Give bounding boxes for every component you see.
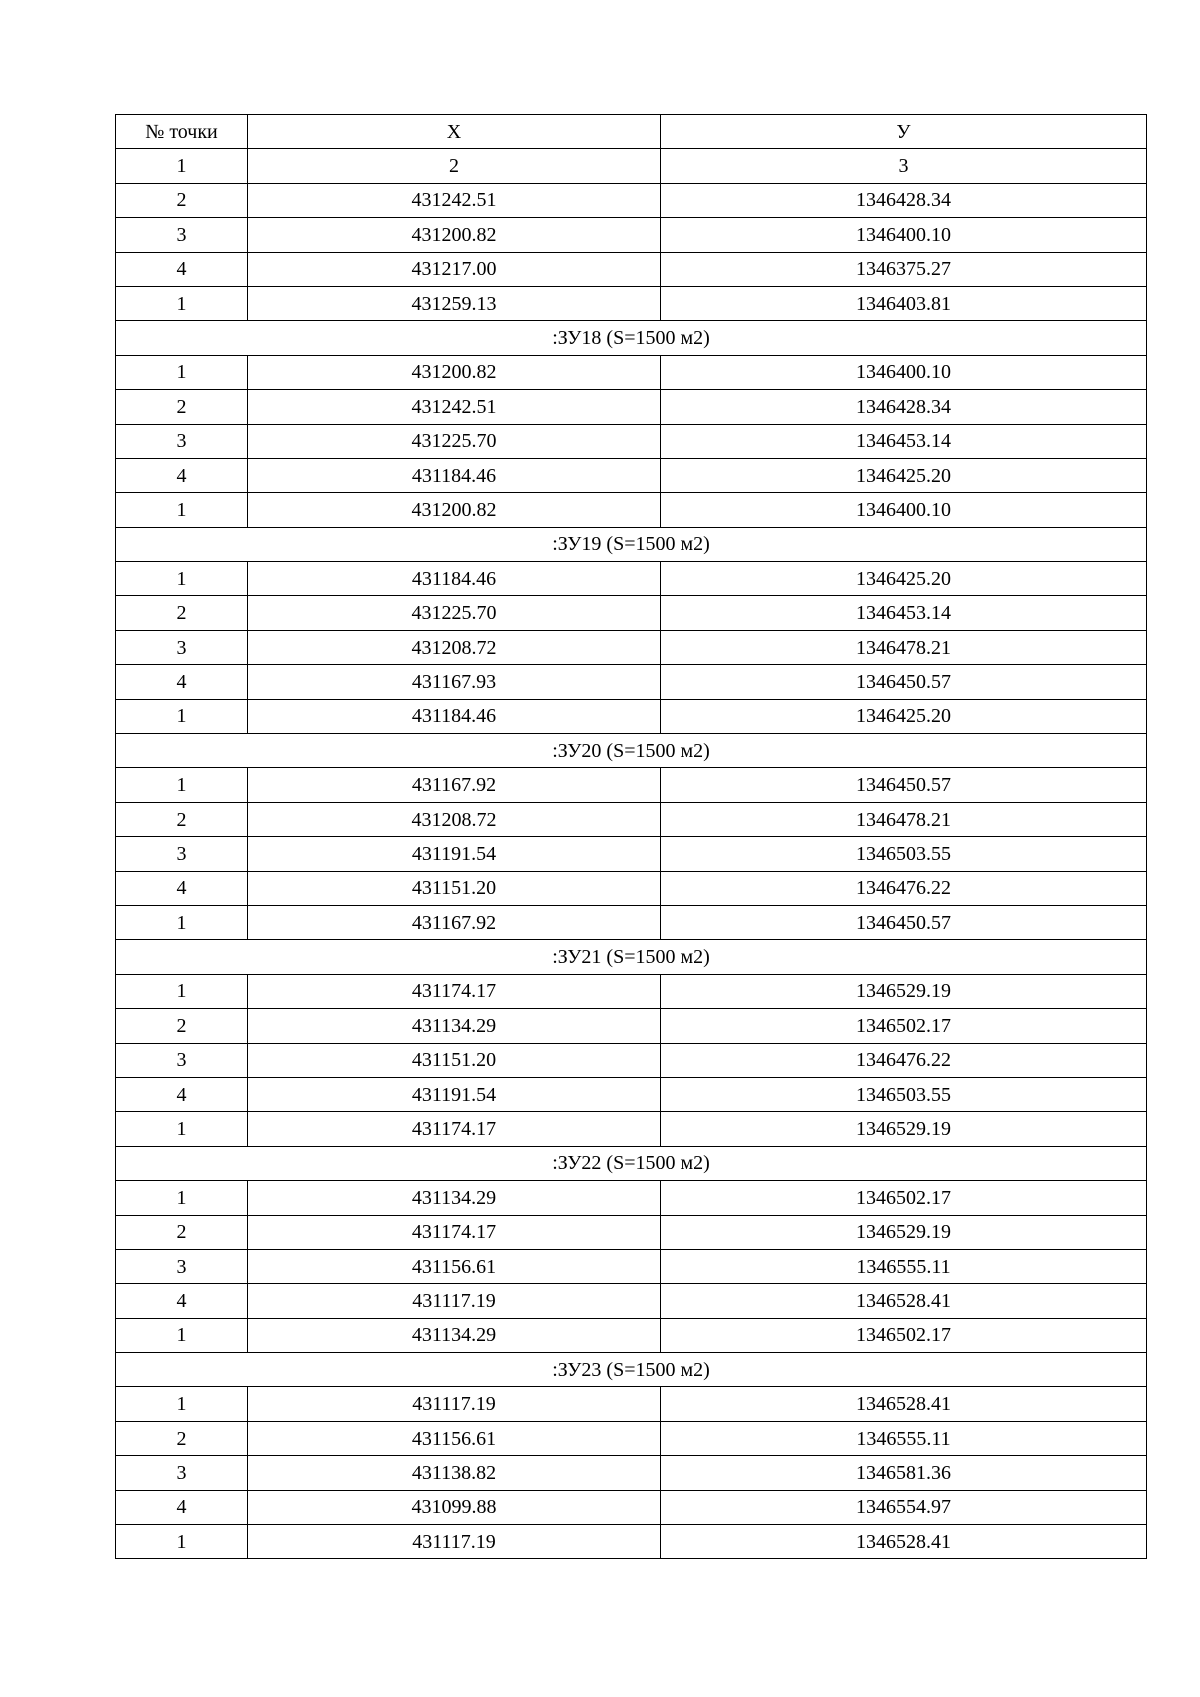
y-coordinate-cell: 1346425.20	[661, 699, 1147, 733]
section-header-row	[116, 527, 1147, 561]
table-row	[116, 665, 1147, 699]
point-number-cell: 4	[116, 665, 248, 699]
section-title: :ЗУ21 (S=1500 м2)	[116, 940, 1147, 974]
table-row	[116, 837, 1147, 871]
header-y: У	[661, 115, 1147, 149]
x-coordinate-cell: 431167.93	[248, 665, 661, 699]
point-number-cell: 3	[116, 630, 248, 664]
y-coordinate-cell: 1346375.27	[661, 252, 1147, 286]
header-row	[116, 115, 1147, 149]
section-header-row	[116, 1146, 1147, 1180]
table-row	[116, 390, 1147, 424]
table-header	[116, 115, 1147, 184]
x-coordinate-cell: 431200.82	[248, 218, 661, 252]
x-coordinate-cell: 431191.54	[248, 1077, 661, 1111]
y-coordinate-cell: 1346528.41	[661, 1525, 1147, 1559]
point-number-cell: 2	[116, 1009, 248, 1043]
section-header-row	[116, 1353, 1147, 1387]
table-row	[116, 905, 1147, 939]
table-row	[116, 252, 1147, 286]
point-number-cell: 4	[116, 458, 248, 492]
column-number: 3	[661, 149, 1147, 183]
point-number-cell: 1	[116, 768, 248, 802]
x-coordinate-cell: 431259.13	[248, 286, 661, 320]
section-title: :ЗУ19 (S=1500 м2)	[116, 527, 1147, 561]
x-coordinate-cell: 431134.29	[248, 1009, 661, 1043]
x-coordinate-cell: 431138.82	[248, 1456, 661, 1490]
point-number-cell: 3	[116, 424, 248, 458]
x-coordinate-cell: 431208.72	[248, 630, 661, 664]
point-number-cell: 4	[116, 1077, 248, 1111]
point-number-cell: 2	[116, 183, 248, 217]
y-coordinate-cell: 1346450.57	[661, 905, 1147, 939]
table-row	[116, 1421, 1147, 1455]
table-row	[116, 630, 1147, 664]
point-number-cell: 2	[116, 390, 248, 424]
y-coordinate-cell: 1346450.57	[661, 665, 1147, 699]
y-coordinate-cell: 1346453.14	[661, 596, 1147, 630]
x-coordinate-cell: 431242.51	[248, 390, 661, 424]
point-number-cell: 3	[116, 1456, 248, 1490]
x-coordinate-cell: 431151.20	[248, 1043, 661, 1077]
point-number-cell: 1	[116, 974, 248, 1008]
table-row	[116, 1009, 1147, 1043]
x-coordinate-cell: 431167.92	[248, 905, 661, 939]
header-point-number: № точки	[116, 115, 248, 149]
x-coordinate-cell: 431174.17	[248, 1112, 661, 1146]
table-row	[116, 768, 1147, 802]
table-row	[116, 1456, 1147, 1490]
section-header-row	[116, 321, 1147, 355]
section-header-row	[116, 734, 1147, 768]
point-number-cell: 2	[116, 596, 248, 630]
header-x: Х	[248, 115, 661, 149]
table-row	[116, 218, 1147, 252]
point-number-cell: 1	[116, 1525, 248, 1559]
point-number-cell: 1	[116, 1387, 248, 1421]
point-number-cell: 3	[116, 1043, 248, 1077]
point-number-cell: 2	[116, 802, 248, 836]
point-number-cell: 4	[116, 252, 248, 286]
x-coordinate-cell: 431099.88	[248, 1490, 661, 1524]
x-coordinate-cell: 431184.46	[248, 562, 661, 596]
table-row	[116, 974, 1147, 1008]
x-coordinate-cell: 431225.70	[248, 424, 661, 458]
x-coordinate-cell: 431156.61	[248, 1249, 661, 1283]
y-coordinate-cell: 1346478.21	[661, 630, 1147, 664]
y-coordinate-cell: 1346453.14	[661, 424, 1147, 458]
column-numbering-row	[116, 149, 1147, 183]
y-coordinate-cell: 1346503.55	[661, 1077, 1147, 1111]
x-coordinate-cell: 431200.82	[248, 355, 661, 389]
point-number-cell: 1	[116, 1181, 248, 1215]
y-coordinate-cell: 1346529.19	[661, 1215, 1147, 1249]
x-coordinate-cell: 431200.82	[248, 493, 661, 527]
y-coordinate-cell: 1346528.41	[661, 1387, 1147, 1421]
section-title: :ЗУ18 (S=1500 м2)	[116, 321, 1147, 355]
table-row	[116, 1112, 1147, 1146]
section-title: :ЗУ20 (S=1500 м2)	[116, 734, 1147, 768]
point-number-cell: 1	[116, 286, 248, 320]
column-number: 1	[116, 149, 248, 183]
y-coordinate-cell: 1346450.57	[661, 768, 1147, 802]
y-coordinate-cell: 1346529.19	[661, 1112, 1147, 1146]
y-coordinate-cell: 1346503.55	[661, 837, 1147, 871]
table-row	[116, 1077, 1147, 1111]
y-coordinate-cell: 1346528.41	[661, 1284, 1147, 1318]
y-coordinate-cell: 1346428.34	[661, 390, 1147, 424]
point-number-cell: 3	[116, 837, 248, 871]
x-coordinate-cell: 431174.17	[248, 974, 661, 1008]
point-number-cell: 1	[116, 493, 248, 527]
x-coordinate-cell: 431242.51	[248, 183, 661, 217]
point-number-cell: 2	[116, 1421, 248, 1455]
y-coordinate-cell: 1346529.19	[661, 974, 1147, 1008]
point-number-cell: 4	[116, 1490, 248, 1524]
point-number-cell: 1	[116, 1318, 248, 1352]
y-coordinate-cell: 1346476.22	[661, 871, 1147, 905]
y-coordinate-cell: 1346554.97	[661, 1490, 1147, 1524]
x-coordinate-cell: 431117.19	[248, 1284, 661, 1318]
column-number: 2	[248, 149, 661, 183]
x-coordinate-cell: 431167.92	[248, 768, 661, 802]
table-row	[116, 596, 1147, 630]
point-number-cell: 3	[116, 1249, 248, 1283]
x-coordinate-cell: 431184.46	[248, 458, 661, 492]
point-number-cell: 1	[116, 905, 248, 939]
x-coordinate-cell: 431117.19	[248, 1387, 661, 1421]
table-row	[116, 699, 1147, 733]
y-coordinate-cell: 1346425.20	[661, 562, 1147, 596]
x-coordinate-cell: 431208.72	[248, 802, 661, 836]
y-coordinate-cell: 1346403.81	[661, 286, 1147, 320]
x-coordinate-cell: 431225.70	[248, 596, 661, 630]
y-coordinate-cell: 1346400.10	[661, 355, 1147, 389]
point-number-cell: 1	[116, 1112, 248, 1146]
section-title: :ЗУ23 (S=1500 м2)	[116, 1353, 1147, 1387]
x-coordinate-cell: 431184.46	[248, 699, 661, 733]
coordinates-table	[115, 114, 1147, 1559]
y-coordinate-cell: 1346581.36	[661, 1456, 1147, 1490]
table-row	[116, 493, 1147, 527]
table-row	[116, 1043, 1147, 1077]
y-coordinate-cell: 1346476.22	[661, 1043, 1147, 1077]
point-number-cell: 2	[116, 1215, 248, 1249]
x-coordinate-cell: 431174.17	[248, 1215, 661, 1249]
point-number-cell: 3	[116, 218, 248, 252]
table-row	[116, 1215, 1147, 1249]
table-row	[116, 355, 1147, 389]
point-number-cell: 1	[116, 355, 248, 389]
x-coordinate-cell: 431134.29	[248, 1181, 661, 1215]
x-coordinate-cell: 431191.54	[248, 837, 661, 871]
point-number-cell: 1	[116, 699, 248, 733]
y-coordinate-cell: 1346428.34	[661, 183, 1147, 217]
table-row	[116, 424, 1147, 458]
y-coordinate-cell: 1346502.17	[661, 1009, 1147, 1043]
x-coordinate-cell: 431156.61	[248, 1421, 661, 1455]
table-row	[116, 562, 1147, 596]
table-row	[116, 458, 1147, 492]
y-coordinate-cell: 1346400.10	[661, 218, 1147, 252]
section-title: :ЗУ22 (S=1500 м2)	[116, 1146, 1147, 1180]
x-coordinate-cell: 431117.19	[248, 1525, 661, 1559]
table-row	[116, 871, 1147, 905]
table-row	[116, 802, 1147, 836]
table-row	[116, 183, 1147, 217]
table-body	[116, 183, 1147, 1559]
y-coordinate-cell: 1346502.17	[661, 1318, 1147, 1352]
point-number-cell: 1	[116, 562, 248, 596]
table-row	[116, 1525, 1147, 1559]
table-row	[116, 1181, 1147, 1215]
y-coordinate-cell: 1346400.10	[661, 493, 1147, 527]
point-number-cell: 4	[116, 1284, 248, 1318]
table-row	[116, 1490, 1147, 1524]
y-coordinate-cell: 1346502.17	[661, 1181, 1147, 1215]
x-coordinate-cell: 431134.29	[248, 1318, 661, 1352]
y-coordinate-cell: 1346478.21	[661, 802, 1147, 836]
y-coordinate-cell: 1346555.11	[661, 1249, 1147, 1283]
y-coordinate-cell: 1346555.11	[661, 1421, 1147, 1455]
table-row	[116, 1318, 1147, 1352]
section-header-row	[116, 940, 1147, 974]
x-coordinate-cell: 431217.00	[248, 252, 661, 286]
x-coordinate-cell: 431151.20	[248, 871, 661, 905]
y-coordinate-cell: 1346425.20	[661, 458, 1147, 492]
point-number-cell: 4	[116, 871, 248, 905]
table-row	[116, 286, 1147, 320]
table-row	[116, 1249, 1147, 1283]
table-row	[116, 1387, 1147, 1421]
table-row	[116, 1284, 1147, 1318]
